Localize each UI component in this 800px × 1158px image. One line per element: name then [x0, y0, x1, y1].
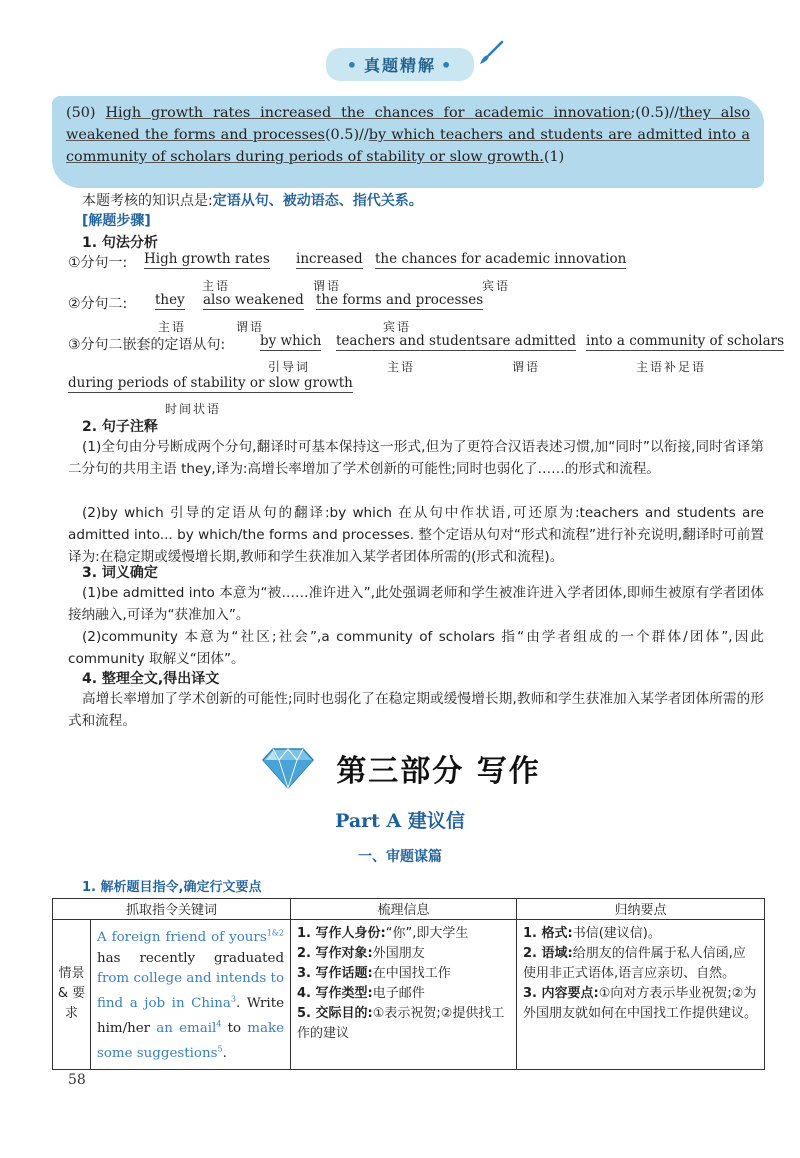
- info-item: [297, 944, 510, 964]
- info-item: [297, 924, 510, 944]
- info-cell: [291, 920, 517, 1070]
- clause-2-subject: they: [155, 292, 185, 308]
- note-paragraph-2: (2)by which 引导的定语从句的翻译:by which 在从句中作状语,可还原为:teachers and students are admitted into... by which/the forms and processes. 整个定语从句对“形式和流程”进行补充说明,翻译时可前置译为:在稳定期或缓慢增长期,教师和学生获准加入某学者团体所需的(形式和流程)。: [68, 505, 764, 565]
- clause-1-predicate: increased: [296, 251, 363, 267]
- info-item-key: 5. 交际目的:: [297, 1006, 373, 1021]
- info-item-value: 在中国找工作: [372, 966, 451, 981]
- role-label: 谓语: [313, 279, 342, 293]
- prompt-segment: . Write him/her: [97, 996, 285, 1037]
- role-label: 谓语: [236, 320, 265, 334]
- role-label: 宾语: [482, 279, 511, 293]
- section-header: [0, 48, 800, 81]
- clause-1-label: ①分句一:: [68, 255, 128, 271]
- translation-paragraph: 高增长率增加了学术创新的可能性;同时也弱化了在稳定期或缓慢增长期,教师和学生获准加入某学者团体所需的形式和流程。: [68, 691, 764, 729]
- footnote-marker: 4: [216, 1019, 222, 1029]
- info-item: [297, 964, 510, 984]
- score-2: (0.5)//: [324, 127, 369, 143]
- clause-2-object: the forms and processes: [316, 292, 484, 308]
- table-caption: 1. 解析题目指令,确定行文要点: [82, 880, 262, 895]
- note-paragraph-1: (1)全句由分号断成两个分句,翻译时可基本保持这一形式,但为了更符合汉语表述习惯,加“同时”以衔接,同时省译第二分句的共用主语 they,译为:高增长率增加了学术创新的可能性;同时也弱化了……的形式和流程。: [68, 439, 764, 477]
- role-label: 引导词: [268, 360, 311, 374]
- info-item-value: 外国朋友: [372, 946, 425, 961]
- table-row: [53, 920, 765, 1070]
- exam-sentence: [66, 102, 750, 168]
- header-pill: • 真题精解 •: [326, 48, 474, 81]
- prompt-segment: to: [266, 971, 285, 987]
- score-1: ;(0.5)//: [630, 105, 680, 121]
- sentence-part-1: High growth rates increased the chances for academic innovation: [105, 105, 631, 121]
- info-item-value: “你”,即大学生: [385, 926, 469, 941]
- summary-item: [523, 944, 758, 984]
- summary-item-value: ①向对方表示毕业祝贺;②为外国朋友就如何在中国找工作提供建议。: [523, 986, 758, 1021]
- clause-3-complement: into a community of scholars: [586, 333, 785, 349]
- header-title: 真题精解: [363, 56, 436, 75]
- translation-heading: 4. 整理全文,得出译文: [82, 671, 220, 687]
- knowledge-points: 本题考核的知识点是:定语从句、被动语态、指代关系。: [82, 193, 423, 209]
- role-label: 主语: [158, 320, 187, 334]
- role-label: 主语补足语: [636, 360, 707, 374]
- summary-cell: [517, 920, 765, 1070]
- prompt-segment: make some suggestions: [97, 1021, 285, 1062]
- role-label: 谓语: [512, 360, 541, 374]
- meaning-heading: 3. 词义确定: [82, 565, 158, 581]
- clause-1-subject: High growth rates: [144, 251, 270, 267]
- role-label: 主语: [387, 360, 416, 374]
- clause-2-label: ②分句二:: [68, 296, 128, 312]
- footnote-marker: 1&2: [266, 929, 285, 938]
- role-label: 主语: [202, 279, 231, 293]
- role-label: 宾语: [383, 320, 412, 334]
- summary-item-key: 1. 格式:: [523, 926, 573, 941]
- table-header: 抓取指令关键词: [53, 899, 291, 920]
- row-label: 情景 & 要求: [53, 920, 91, 1070]
- prompt-segment: an email: [156, 1021, 217, 1037]
- sentence-number: (50): [66, 105, 106, 121]
- prompt-segment: A foreign friend of yours: [97, 930, 267, 946]
- info-item-key: 3. 写作话题:: [297, 966, 373, 981]
- prompt-cell: [91, 920, 291, 1070]
- info-item-key: 1. 写作人身份:: [297, 926, 386, 941]
- clause-3-relative: by which: [260, 333, 322, 349]
- meaning-paragraph-1: (1)be admitted into 本意为“被……准许进入”,此处强调老师和学生被准许进入学者团体,即师生被原有学者团体接纳融入,可译为“获准加入”。: [68, 585, 764, 623]
- info-item-key: 4. 写作类型:: [297, 986, 373, 1001]
- summary-item-value: 给朋友的信件属于私人信函,应使用非正式语体,语言应亲切、自然。: [523, 946, 746, 981]
- syntax-heading: 1. 句法分析: [82, 235, 158, 251]
- sentence-part-2: they also weakened the forms and processes: [66, 105, 750, 143]
- prompt-segment: from college and intends: [97, 971, 267, 987]
- part-title: Part A 建议信: [335, 810, 465, 832]
- brush-icon: [478, 40, 504, 66]
- clause-1-object: the chances for academic innovation: [375, 251, 627, 267]
- clause-3-label: ③分句二嵌套的定语从句:: [68, 337, 226, 353]
- summary-item: [523, 924, 758, 944]
- meaning-paragraph-2: (2)community 本意为“社区;社会”,a community of scholars 指“由学者组成的一个群体/团体”,因此 community 取解义“团体”。: [68, 629, 764, 667]
- analysis-table: [52, 898, 765, 1070]
- table-header: 归纳要点: [517, 899, 765, 920]
- summary-item-key: 3. 内容要点:: [523, 986, 599, 1001]
- info-item-value: ①表示祝贺;②提供找工作的建议: [297, 1006, 505, 1041]
- info-item: [297, 1004, 510, 1044]
- clause-2-predicate: also weakened: [203, 292, 304, 308]
- clause-3-predicate: are admitted: [488, 333, 577, 349]
- summary-item-key: 2. 语域:: [523, 946, 573, 961]
- notes-heading: 2. 句子注释: [82, 419, 158, 435]
- role-label: 时间状语: [165, 402, 222, 416]
- footnote-marker: 5: [217, 1044, 223, 1054]
- diamond-icon: [259, 746, 317, 790]
- info-item-key: 2. 写作对象:: [297, 946, 373, 961]
- section-heading: 第三部分 写作: [336, 754, 541, 789]
- info-item-value: 电子邮件: [372, 986, 425, 1001]
- table-header: 梳理信息: [291, 899, 517, 920]
- clause-3-subject: teachers and students: [336, 333, 488, 349]
- table-header-row: [53, 899, 765, 920]
- sentence-part-3: by which teachers and students are admitted into a community of scholars during periods of stability or slow growth.: [66, 127, 750, 165]
- sub-title: 一、审题谋篇: [358, 849, 442, 865]
- clause-3-adverbial: during periods of stability or slow growth: [68, 375, 353, 391]
- summary-item: [523, 984, 758, 1024]
- info-item: [297, 984, 510, 1004]
- prompt-segment: .: [222, 1046, 227, 1062]
- steps-heading: [解题步骤]: [82, 213, 151, 229]
- prompt-segment: find a job in China: [97, 996, 231, 1012]
- page-number: 58: [68, 1072, 86, 1088]
- prompt-segment: has recently graduated: [97, 950, 285, 966]
- exam-sentence-box: [52, 96, 764, 188]
- prompt-segment: to: [221, 1021, 248, 1037]
- summary-item-value: 书信(建议信)。: [572, 926, 661, 941]
- score-3: (1): [543, 149, 565, 165]
- footnote-marker: 3: [230, 994, 237, 1004]
- section-title: [0, 746, 800, 790]
